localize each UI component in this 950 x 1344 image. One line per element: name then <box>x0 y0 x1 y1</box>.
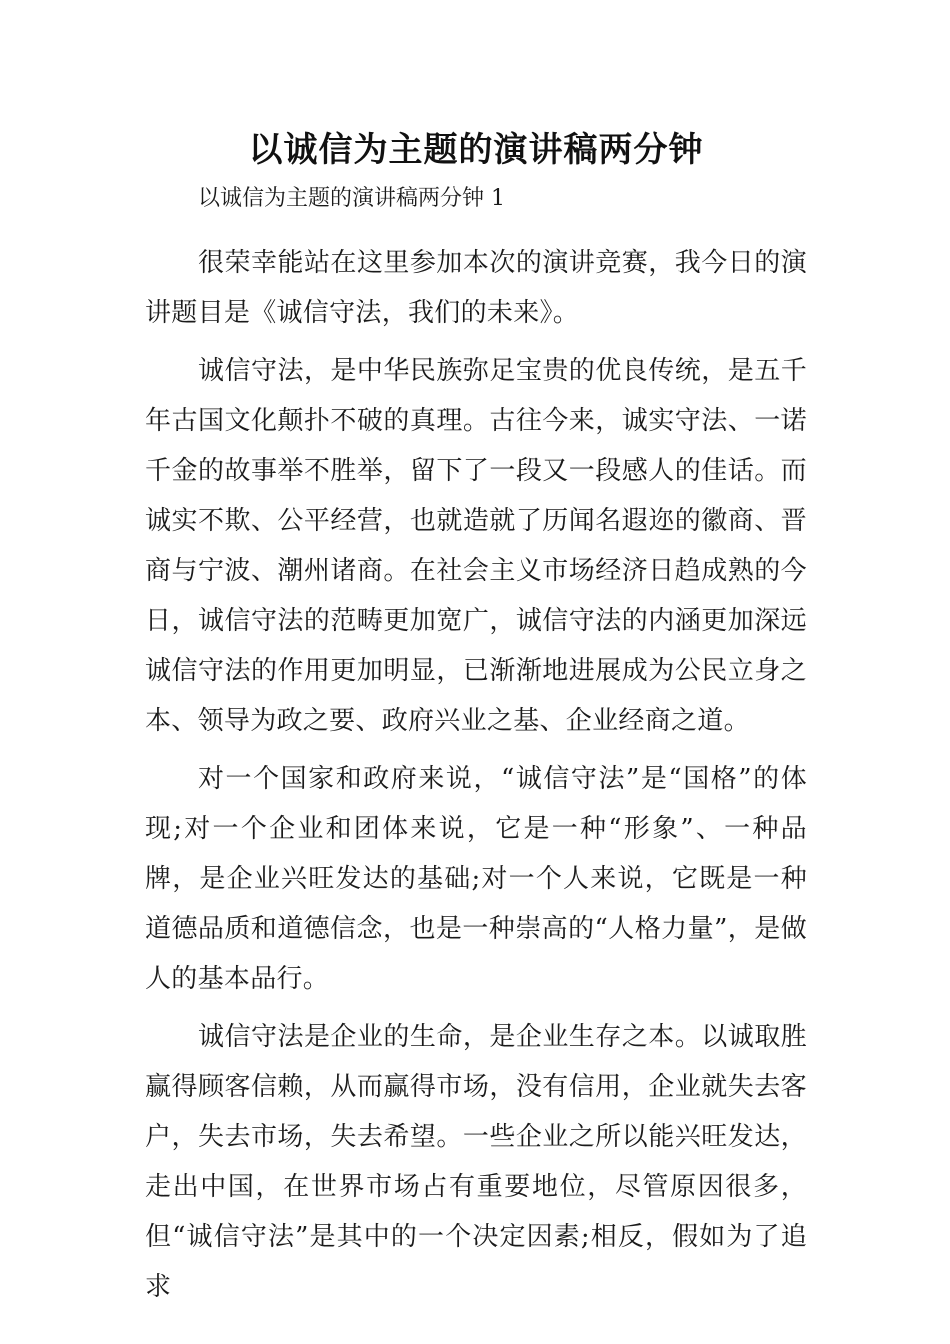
section-heading: 以诚信为主题的演讲稿两分钟 1 <box>198 186 505 211</box>
document-title: 以诚信为主题的演讲稿两分钟 <box>248 130 704 170</box>
paragraph-1: 很荣幸能站在这里参加本次的演讲竞赛，我今日的演讲题目是《诚信守法，我们的未来》。 <box>145 248 807 328</box>
document-body <box>145 120 807 1312</box>
paragraph-3: 对一个国家和政府来说，“诚信守法”是“国格”的体现;对一个企业和团体来说，它是一种“形象”、一种品牌，是企业兴旺发达的基础;对一个人来说，它既是一种道德品质和道德信念，也是一种崇高的“人格力量”，是做人的基本品行。 <box>145 764 807 994</box>
paragraph-4: 诚信守法是企业的生命，是企业生存之本。以诚取胜赢得顾客信赖，从而赢得市场，没有信用，企业就失去客户，失去市场，失去希望。一些企业之所以能兴旺发达，走出中国，在世界市场占有重要地位，尽管原因很多，但“诚信守法”是其中的一个决定因素;相反，假如为了追求 <box>145 1022 807 1302</box>
paragraph-2: 诚信守法，是中华民族弥足宝贵的优良传统，是五千年古国文化颠扑不破的真理。古往今来，诚实守法、一诺千金的故事举不胜举，留下了一段又一段感人的佳话。而诚实不欺、公平经营，也就造就了历闻名遐迩的徽商、晋商与宁波、潮州诸商。在社会主义市场经济日趋成熟的今日，诚信守法的范畴更加宽广，诚信守法的内涵更加深远诚信守法的作用更加明显，已渐渐地进展成为公民立身之本、领导为政之要、政府兴业之基、企业经商之道。 <box>145 356 807 736</box>
